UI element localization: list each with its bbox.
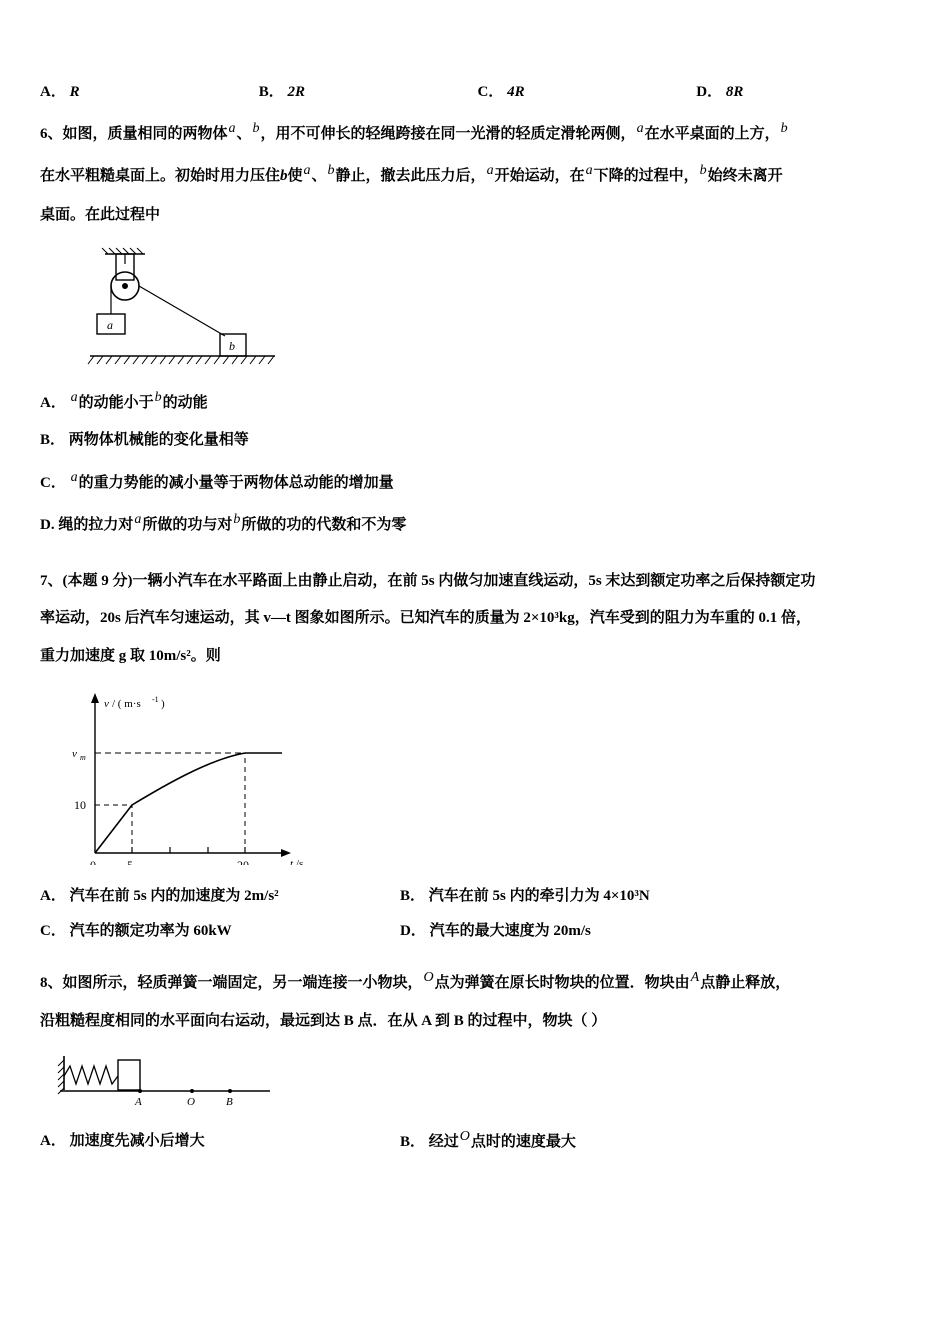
option-B — [259, 80, 478, 101]
velocity-time-graph — [60, 685, 915, 870]
option-B-text: 2R — [287, 84, 306, 100]
question8-line1: 8、如图所示，轻质弹簧一端固定，另一端连接一小物块，$^O$点为弹簧在原长时物块的位置．物块由$^A$点静止释放， — [40, 970, 791, 992]
question7-line3: 重力加速度 g 取 10m/s²。则 — [40, 647, 221, 664]
option-C — [478, 80, 697, 101]
svg-text:/ ( m·s: / ( m·s — [112, 698, 141, 711]
question6-option-A: A． $^a$的动能小于$^b$的动能 — [40, 389, 208, 411]
question-8 — [40, 960, 915, 1151]
question7-line2: 率运动，20s 后汽车匀速运动，其 v—t 图象如图所示。已知汽车的质量为 2×10³kg，汽车受到的阻力为车重的 0.1 倍， — [40, 610, 811, 627]
question6-line3: 桌面。在此过程中 — [40, 206, 161, 223]
question6-line1: 6、如图，质量相同的两物体$^a$、$^b$，用不可伸长的轻绳跨接在同一光滑的轻质定滑轮两侧，$^a$在水平桌面的上方，$^b$ — [40, 121, 788, 142]
var-b2: b — [780, 121, 788, 136]
option-D-label: D． — [696, 84, 723, 100]
question6-option-D: D. 绳的拉力对$^a$所做的功与对$^b$所做的功的代数和不为零 — [40, 512, 407, 534]
svg-text:): ) — [161, 698, 165, 711]
var-A: A — [690, 970, 700, 986]
question6-line2: 在水平粗糙桌面上。初始时用力压住b使$^a$、$^b$静止，撤去此压力后，$^a$开始运动，在$^a$下降的过程中，$^b$始终未离开 — [40, 163, 783, 185]
question6-number: 6、 — [40, 126, 63, 142]
question7-options-row2 — [40, 919, 915, 940]
option-D-text: 8R — [725, 84, 744, 100]
option-C-text: 4R — [507, 84, 525, 100]
option-A-label: A． — [40, 84, 66, 100]
question7-line1: 7、(本题 9 分)一辆小汽车在水平路面上由静止启动，在前 5s 内做匀加速直线运动，5s 末达到额定功率之后保持额定功 — [40, 572, 816, 589]
svg-text:0: 0 — [90, 858, 96, 866]
svg-text:b: b — [229, 338, 235, 353]
option-A — [40, 80, 259, 101]
svg-text:O: O — [187, 1096, 195, 1109]
svg-text:m: m — [80, 753, 86, 763]
svg-text:a: a — [107, 317, 113, 332]
question8-option-A: A． 加速度先减小后增大 — [40, 1133, 205, 1150]
svg-text:A: A — [135, 1096, 142, 1109]
option-A-text: R — [69, 84, 80, 100]
option-C-label: C． — [477, 84, 504, 100]
question7-option-A: A． 汽车在前 5s 内的加速度为 2m/s² — [40, 888, 279, 905]
question-7 — [40, 563, 915, 941]
question7-number: 7、 — [40, 572, 63, 589]
question8-line2: 沿粗糙程度相同的水平面向右运动，最远到达 B 点．在从 A 到 B 的过程中，物块（ ） — [40, 1012, 607, 1029]
svg-text:B: B — [226, 1096, 233, 1109]
question8-number: 8、 — [40, 975, 63, 992]
question-6 — [40, 111, 915, 539]
var-a2: a — [636, 121, 644, 136]
pulley-figure — [50, 244, 915, 374]
var-b: b — [252, 121, 260, 136]
svg-text:t: t — [290, 858, 294, 866]
svg-text:-1: -1 — [152, 695, 159, 705]
question7-option-D: D． 汽车的最大速度为 20m/s — [400, 923, 591, 940]
option-D — [696, 80, 915, 101]
svg-text:5: 5 — [127, 858, 133, 866]
svg-text:10: 10 — [74, 798, 86, 813]
question5-options-row — [40, 80, 915, 101]
question6-option-C: C． $^a$的重力势能的减小量等于两物体总动能的增加量 — [40, 469, 394, 491]
option-B-label: B． — [258, 84, 284, 100]
svg-text:v: v — [72, 748, 77, 761]
question7-option-B: B． 汽车在前 5s 内的牵引力为 4×10³N — [400, 888, 650, 905]
var-O: O — [423, 970, 434, 986]
svg-text:20: 20 — [237, 858, 249, 866]
question8-options-row — [40, 1129, 915, 1151]
svg-text:/s: /s — [296, 858, 304, 866]
question7-options-row1 — [40, 884, 915, 905]
spring-figure — [50, 1050, 915, 1115]
document-content — [40, 80, 915, 1151]
question8-option-B: B． 经过$^O$点时的速度最大 — [400, 1129, 576, 1151]
question6-option-B: B． 两物体机械能的变化量相等 — [40, 432, 249, 449]
var-a: a — [228, 121, 236, 136]
svg-text:v: v — [104, 698, 109, 711]
question7-option-C: C． 汽车的额定功率为 60kW — [40, 923, 232, 940]
